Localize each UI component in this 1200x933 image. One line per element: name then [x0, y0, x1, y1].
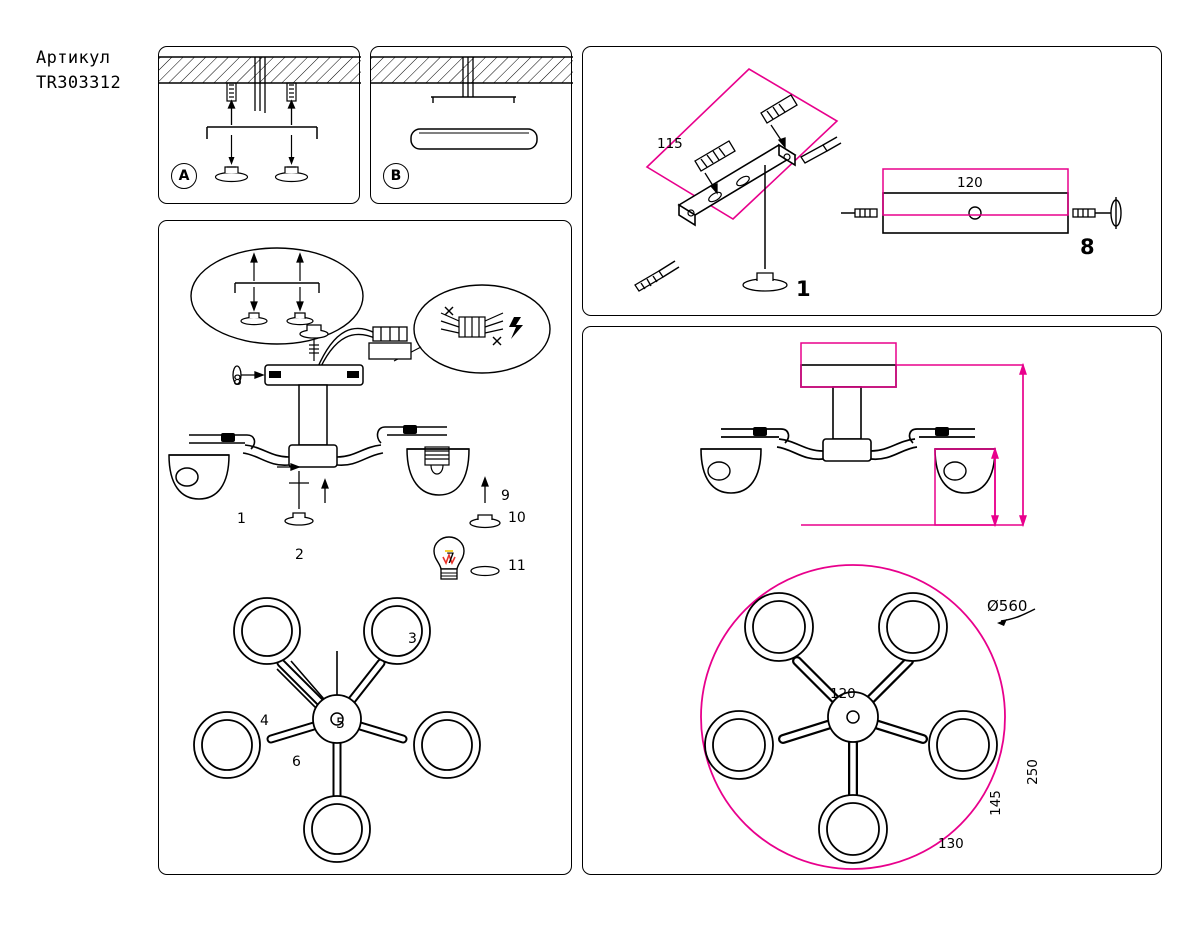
- detail-bubble-terminal: [394, 285, 550, 373]
- callout-9: 9: [501, 488, 510, 504]
- dim-shade-130: 130: [938, 836, 964, 852]
- dim-total-250: 250: [1024, 759, 1041, 785]
- callout-7: 7: [446, 551, 455, 567]
- part-5-arrow: [322, 480, 328, 503]
- article-block: [36, 46, 121, 96]
- part-6-nut: [285, 513, 313, 525]
- callout-4: 4: [260, 713, 269, 729]
- panel-dimensions: [582, 326, 1162, 875]
- assembly-graphic: [159, 221, 573, 876]
- center-column: [299, 385, 327, 445]
- article-label: Артикул: [36, 48, 111, 68]
- panel-mount-a: [158, 46, 360, 204]
- arrow-9: [482, 478, 488, 503]
- install-graphic: [583, 47, 1163, 317]
- part-10-ring: [470, 515, 500, 528]
- panel-install: [582, 46, 1162, 316]
- article-code: TR303312: [36, 73, 122, 93]
- detail-bubble-bracket: [191, 248, 363, 344]
- dimensions-graphic: [583, 327, 1163, 876]
- dowel-upper-left: [695, 141, 735, 171]
- panel-mount-b: [370, 46, 572, 204]
- dowel-upper-right: [761, 95, 797, 123]
- part-11-ring: [471, 567, 499, 576]
- dim-install-120: 120: [957, 175, 983, 191]
- dim-base-120: 120: [830, 686, 856, 702]
- arm-right-marker: [403, 425, 417, 434]
- dim-shade-145: 145: [987, 790, 1004, 816]
- tag-b: B: [383, 163, 409, 189]
- center-hub: [289, 445, 337, 467]
- callout-1: 1: [237, 511, 246, 527]
- dim-diameter-560: Ø560: [987, 597, 1028, 615]
- install-step-1: 1: [796, 277, 811, 301]
- callout-11: 11: [508, 558, 526, 574]
- callout-8: 8: [233, 373, 242, 389]
- terminal-block: [369, 327, 411, 359]
- callout-3: 3: [408, 631, 417, 647]
- callout-10: 10: [508, 510, 526, 526]
- screw-left: [635, 261, 679, 291]
- shade-right: [407, 449, 469, 495]
- tag-a: A: [171, 163, 197, 189]
- callout-5: 5: [336, 716, 345, 732]
- callout-2: 2: [295, 547, 304, 563]
- part-5-rod: [289, 471, 309, 509]
- dim-install-115: 115: [657, 136, 683, 152]
- panel-assembly: [158, 220, 572, 875]
- arm-left-marker: [221, 433, 235, 442]
- shade-left: [169, 455, 229, 499]
- install-step-8: 8: [1080, 235, 1095, 259]
- callout-6: 6: [292, 754, 301, 770]
